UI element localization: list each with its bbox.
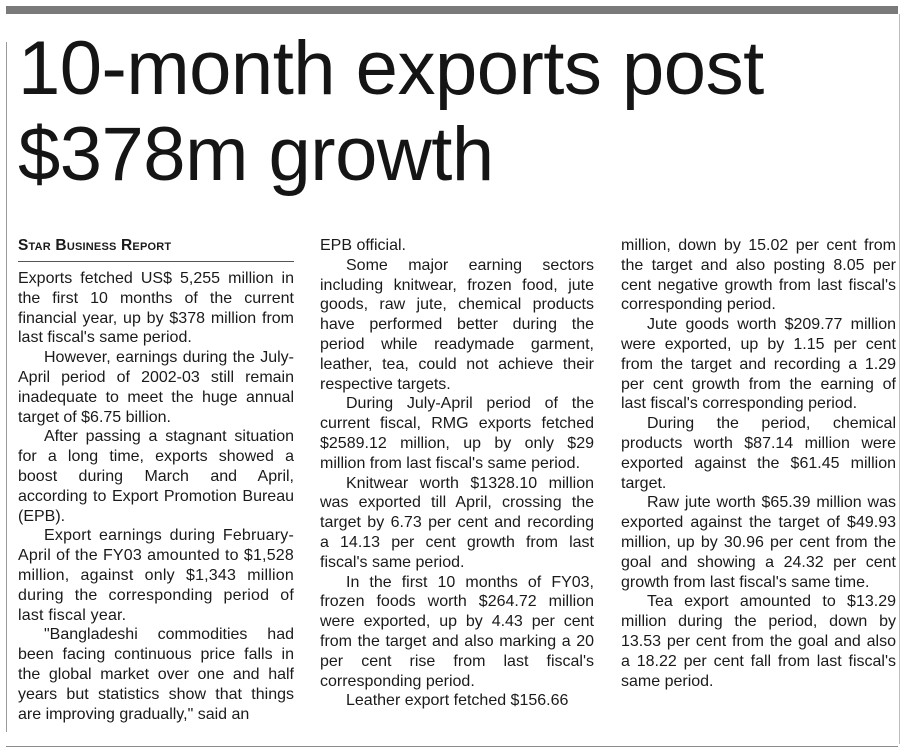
article-byline: Star Business Report (18, 236, 294, 262)
paragraph: Some major earning sectors including knitwear, frozen food, jute goods, raw jute, chemical products have performed better during the period while readymade garment, leather, tea, could not achieve their respective targets. (320, 256, 594, 393)
paragraph: Raw jute worth $65.39 million was exported against the target of $49.93 million, up by 30.96 per cent from the goal and showing a 24.32 per cent growth from last fiscal's same time. (621, 494, 896, 591)
paragraph: In the first 10 months of FY03, frozen foods worth $264.72 million were exported, up by 4.43 per cent from the target and also marking a 20 per cent rise from last fiscal's corresponding period. (320, 573, 594, 690)
paragraph: Tea export amounted to $13.29 million during the period, down by 13.53 per cent from the goal and also a 18.22 per cent fall from last fiscal's same period. (621, 593, 896, 690)
article-column-2 (320, 236, 594, 711)
paragraph: Jute goods worth $209.77 million were exported, up by 1.15 per cent from the target and recording a 1.29 per cent growth from the earning of last fiscal's corresponding period. (621, 316, 896, 413)
paragraph: During the period, chemical products worth $87.14 million were exported against the $61.45 million target. (621, 415, 896, 492)
article-column-1 (18, 236, 294, 724)
paragraph: Knitwear worth $1328.10 million was exported till April, crossing the target by 6.73 per cent and recording a 14.13 per cent growth from last fiscal's same period. (320, 474, 594, 571)
paragraph: million, down by 15.02 per cent from the target and also posting 8.05 per cent negative growth from last fiscal's corresponding period. (621, 237, 896, 314)
paragraph: During July-April period of the current fiscal, RMG exports fetched $2589.12 million, up by only $29 million from last fiscal's same period. (320, 395, 594, 472)
left-border-rule (6, 42, 7, 732)
article-headline: 10-month exports post $378m growth (18, 26, 764, 197)
paragraph: Export earnings during February-April of the FY03 amounted to $1,528 million, against only $1,343 million during the corresponding period of last fiscal year. (18, 527, 294, 624)
paragraph: After passing a stagnant situation for a long time, exports showed a boost during March and April, according to Export Promotion Bureau (EPB). (18, 428, 294, 525)
article-column-3 (621, 236, 896, 691)
paragraph: "Bangladeshi commodities had been facing continuous price falls in the global market over one and half years but statistics show that things are improving gradually," said an (18, 626, 294, 723)
bottom-border-rule (6, 746, 898, 747)
paragraph: Leather export fetched $156.66 (346, 692, 569, 710)
paragraph: However, earnings during the July-April period of 2002-03 still remain inadequate to meet the huge annual target of $6.75 billion. (18, 349, 294, 426)
top-border-bar (6, 6, 898, 14)
right-border-rule (899, 14, 900, 744)
paragraph: Exports fetched US$ 5,255 million in the first 10 months of the current financial year, up by $378 million from last fiscal's same period. (18, 270, 294, 347)
paragraph: EPB official. (320, 237, 406, 254)
